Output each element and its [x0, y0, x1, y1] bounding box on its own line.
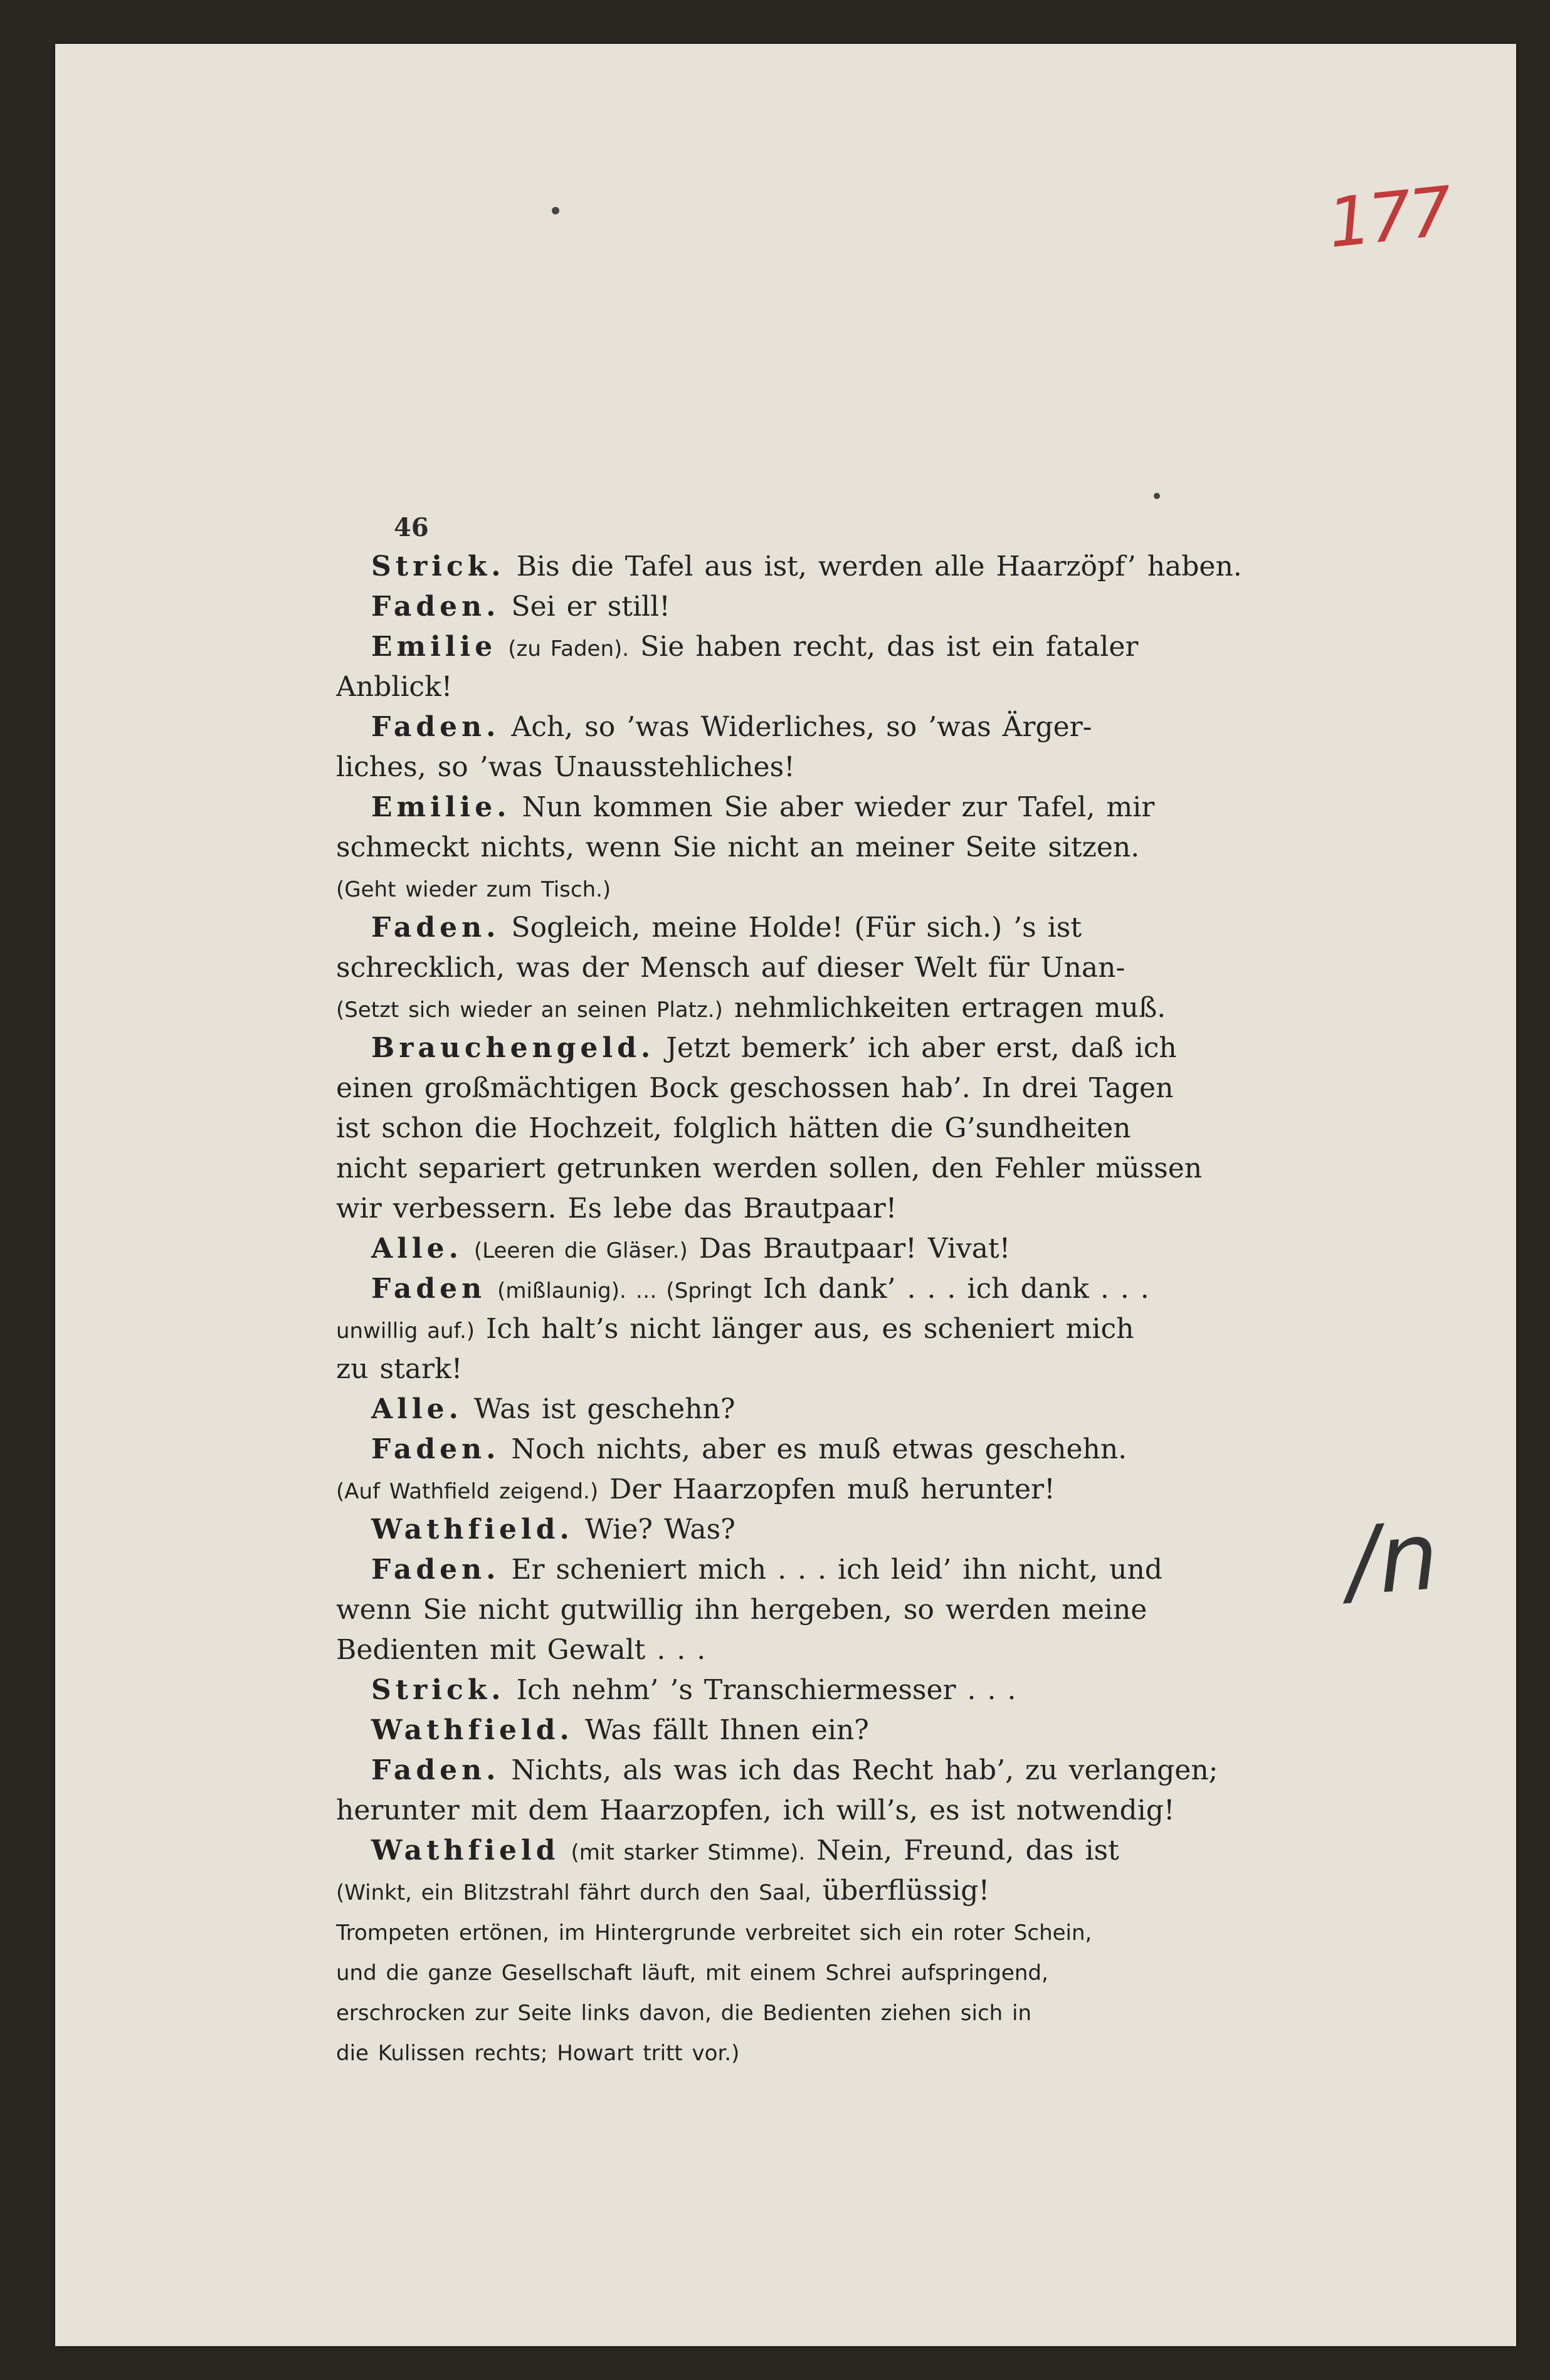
stage-direction: (Geht wieder zum Tisch.) — [336, 877, 611, 902]
dialogue-text: wir verbessern. Es lebe das Brautpaar! — [336, 1193, 897, 1224]
page-number: 46 — [394, 513, 429, 542]
text-line — [336, 1149, 1244, 1189]
dialogue-text: Er scheniert mich . . . ich leid’ ihn nicht, und — [511, 1554, 1162, 1586]
dialogue-text: liches, so ’was Unausstehliches! — [336, 751, 795, 783]
stage-direction: die Kulissen rechts; Howart tritt vor.) — [336, 2041, 740, 2066]
dialogue-text: überflüssig! — [822, 1875, 990, 1907]
dialogue-text: Ich dank’ . . . ich dank . . . — [762, 1273, 1149, 1305]
stage-direction: unwillig auf.) — [336, 1319, 475, 1344]
dialogue-text: Sei er still! — [511, 591, 670, 623]
text-line — [336, 1630, 1244, 1670]
dialogue-text: herunter mit dem Haarzopfen, ich will’s, es ist notwendig! — [336, 1794, 1175, 1826]
text-line — [336, 1068, 1244, 1108]
dialogue-text: Nun kommen Sie aber wieder zur Tafel, mir — [522, 791, 1155, 823]
text-line — [336, 747, 1244, 787]
text-line — [336, 627, 1244, 667]
speaker-name: Faden. — [371, 912, 500, 944]
ink-dot — [1154, 493, 1160, 499]
dialogue-text: Wie? Was? — [584, 1514, 735, 1545]
text-line — [336, 1108, 1244, 1149]
text-line — [336, 1309, 1244, 1349]
text-line — [336, 1670, 1244, 1710]
speaker-name: Faden. — [371, 1554, 500, 1586]
speaker-name: Faden. — [371, 1754, 500, 1786]
dialogue-text: schmeckt nichts, wenn Sie nicht an meiner Seite sitzen. — [336, 831, 1140, 863]
text-line — [336, 1349, 1244, 1389]
dialogue-text: Ich halt’s nicht länger aus, es scheniert mich — [486, 1313, 1134, 1345]
margin-note: /n — [1343, 1502, 1442, 1617]
speaker-name: Wathfield. — [371, 1714, 574, 1746]
ink-dot — [552, 207, 559, 214]
stage-direction: (zu Faden). — [508, 636, 630, 661]
text-line — [336, 1911, 1244, 1951]
dialogue-text: Ich nehm’ ’s Transchiermesser . . . — [516, 1674, 1016, 1706]
dialogue-text: Bedienten mit Gewalt . . . — [336, 1634, 706, 1666]
text-block — [336, 547, 1244, 2072]
speaker-name: Alle. — [371, 1393, 463, 1425]
text-line — [336, 1389, 1244, 1430]
speaker-name: Alle. — [371, 1233, 463, 1265]
folio-number: 177 — [1324, 172, 1454, 263]
text-line — [336, 1991, 1244, 2031]
dialogue-text: Sogleich, meine Holde! (Für sich.) ’s ist — [511, 912, 1082, 944]
stage-direction: (Winkt, ein Blitzstrahl fährt durch den Saal, — [336, 1880, 811, 1905]
text-line — [336, 1590, 1244, 1630]
stage-direction: erschrocken zur Seite links davon, die Bedienten ziehen sich in — [336, 2001, 1032, 2026]
text-line — [336, 948, 1244, 988]
text-line — [336, 1831, 1244, 1871]
dialogue-text: nicht separiert getrunken werden sollen, den Fehler müssen — [336, 1152, 1203, 1184]
text-line — [336, 587, 1244, 627]
speaker-name: Wathfield — [371, 1835, 560, 1867]
speaker-name: Faden. — [371, 711, 500, 743]
text-line — [336, 787, 1244, 828]
speaker-name: Brauchengeld. — [371, 1032, 655, 1064]
text-line — [336, 1751, 1244, 1791]
text-line — [336, 868, 1244, 908]
dialogue-text: Was fällt Ihnen ein? — [584, 1714, 869, 1746]
stage-direction: (mit starker Stimme). — [571, 1840, 806, 1865]
text-line — [336, 1871, 1244, 1911]
stage-direction: (Setzt sich wieder an seinen Platz.) — [336, 998, 723, 1023]
text-line — [336, 1430, 1244, 1470]
dialogue-text: einen großmächtigen Bock geschossen hab’. In drei Tagen — [336, 1072, 1174, 1104]
speaker-name: Faden. — [371, 1433, 500, 1465]
speaker-name: Faden. — [371, 591, 500, 623]
dialogue-text: Nein, Freund, das ist — [816, 1835, 1119, 1867]
text-line — [336, 988, 1244, 1028]
text-line — [336, 2031, 1244, 2072]
stage-direction: (Leeren die Gläser.) — [473, 1238, 688, 1263]
dialogue-text: schrecklich, was der Mensch auf dieser Welt für Unan- — [336, 952, 1126, 984]
text-line — [336, 908, 1244, 948]
speaker-name: Emilie — [371, 631, 497, 663]
text-line — [336, 1189, 1244, 1229]
text-line — [336, 707, 1244, 747]
text-line — [336, 828, 1244, 868]
dialogue-text: ist schon die Hochzeit, folglich hätten die G’sundheiten — [336, 1112, 1131, 1144]
speaker-name: Wathfield. — [371, 1514, 574, 1545]
dialogue-text: Jetzt bemerk’ ich aber erst, daß ich — [666, 1032, 1177, 1064]
text-line — [336, 1028, 1244, 1068]
text-line — [336, 1269, 1244, 1309]
stage-direction: (mißlaunig). … (Springt — [497, 1278, 752, 1303]
dialogue-text: zu stark! — [336, 1353, 463, 1385]
dialogue-text: Noch nichts, aber es muß etwas geschehn. — [511, 1433, 1127, 1465]
text-line — [336, 1710, 1244, 1751]
text-line — [336, 667, 1244, 707]
speaker-name: Strick. — [371, 550, 505, 582]
dialogue-text: Der Haarzopfen muß herunter! — [609, 1473, 1055, 1505]
dialogue-text: Was ist geschehn? — [473, 1393, 735, 1425]
speaker-name: Emilie. — [371, 791, 511, 823]
dialogue-text: nehmlichkeiten ertragen muß. — [734, 992, 1166, 1024]
text-line — [336, 1510, 1244, 1550]
text-line — [336, 1951, 1244, 1991]
dialogue-text: Anblick! — [336, 671, 453, 703]
stage-direction: und die ganze Gesellschaft läuft, mit einem Schrei aufspringend, — [336, 1961, 1048, 1986]
dialogue-text: Bis die Tafel aus ist, werden alle Haarzöpf’ haben. — [516, 550, 1242, 582]
speaker-name: Strick. — [371, 1674, 505, 1706]
dialogue-text: Ach, so ’was Widerliches, so ’was Ärger- — [511, 711, 1092, 743]
dialogue-text: Sie haben recht, das ist ein fataler — [640, 631, 1139, 663]
dialogue-text: wenn Sie nicht gutwillig ihn hergeben, so werden meine — [336, 1594, 1147, 1626]
text-line — [336, 1229, 1244, 1269]
stage-direction: (Auf Wathfield zeigend.) — [336, 1479, 599, 1504]
text-line — [336, 1470, 1244, 1510]
dialogue-text: Nichts, als was ich das Recht hab’, zu verlangen; — [511, 1754, 1218, 1786]
text-line — [336, 1550, 1244, 1590]
speaker-name: Faden — [371, 1273, 487, 1305]
text-line — [336, 547, 1244, 587]
stage-direction: Trompeten ertönen, im Hintergrunde verbreitet sich ein roter Schein, — [336, 1920, 1092, 1946]
text-line — [336, 1791, 1244, 1831]
dialogue-text: Das Brautpaar! Vivat! — [699, 1233, 1011, 1265]
